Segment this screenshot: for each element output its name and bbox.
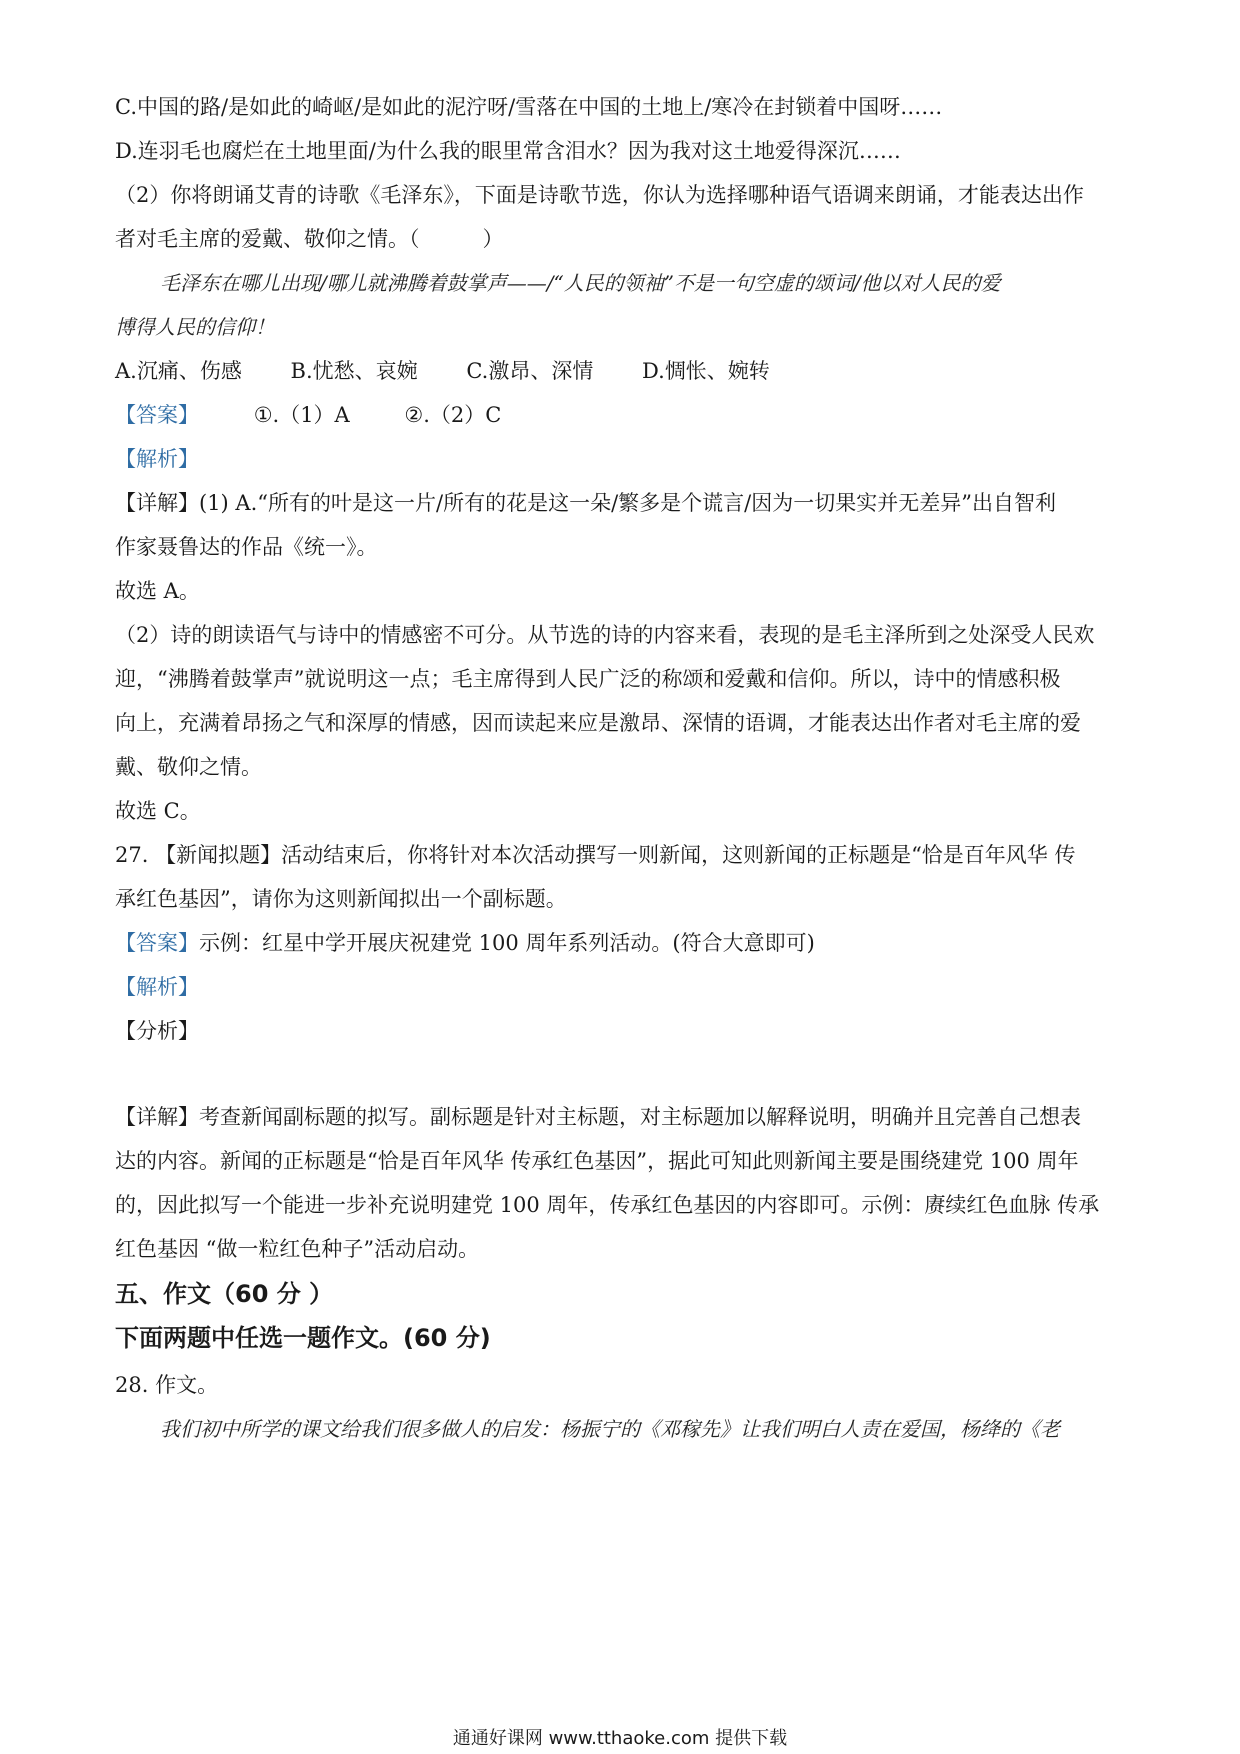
answer-item-2: ②.（2）C bbox=[404, 403, 502, 427]
answer-1-row bbox=[115, 400, 1135, 430]
option-a: A.沉痛、伤感 bbox=[115, 359, 242, 383]
section-5-title: 五、作文（60 分 ） bbox=[115, 1280, 334, 1308]
detail-tag: 【详解】 bbox=[115, 491, 199, 515]
option-c-line: C.中国的路/是如此的崎岖/是如此的泥泞呀/雪落在中国的土地上/寒冷在封锁着中国呀…… bbox=[115, 95, 943, 119]
fenxi-tag: 【分析】 bbox=[115, 1019, 199, 1043]
detail-3-line-2: 达的内容。新闻的正标题是“恰是百年风华 传承红色基因”，据此可知此则新闻主要是围绕建党 100 周年 bbox=[115, 1149, 1079, 1173]
detail-1-line-2: 作家聂鲁达的作品《统一》。 bbox=[115, 535, 378, 559]
detail-1-text: (1) A.“所有的叶是这一片/所有的花是这一朵/繁多是个谎言/因为一切果实并无差异”出自智利 bbox=[199, 491, 1056, 515]
detail-2-line-1: （2）诗的朗读语气与诗中的情感密不可分。从节选的诗的内容来看，表现的是毛主泽所到之处深受人民欢 bbox=[115, 623, 1095, 647]
detail-3-line-1 bbox=[115, 1102, 1135, 1132]
choose-c-line: 故选 C。 bbox=[115, 799, 201, 823]
answer-2-line bbox=[115, 928, 1135, 958]
answer-tag: 【答案】 bbox=[115, 931, 199, 955]
option-d-line: D.连羽毛也腐烂在土地里面/为什么我的眼里常含泪水？因为我对这土地爱得深沉…… bbox=[115, 139, 901, 163]
detail-2-line-3: 向上，充满着昂扬之气和深厚的情感，因而读起来应是激昂、深情的语调，才能表达出作者对毛主席的爱 bbox=[115, 711, 1081, 735]
detail-3-text: 考查新闻副标题的拟写。副标题是针对主标题，对主标题加以解释说明，明确并且完善自己想表 bbox=[199, 1105, 1081, 1129]
option-b: B.忧愁、哀婉 bbox=[290, 359, 418, 383]
detail-3-line-4: 红色基因 “做一粒红色种子”活动启动。 bbox=[115, 1237, 480, 1261]
detail-2-line-4: 戴、敬仰之情。 bbox=[115, 755, 262, 779]
question-27-line-2: 承红色基因”，请你为这则新闻拟出一个副标题。 bbox=[115, 887, 567, 911]
question-2-options bbox=[115, 356, 1135, 386]
choose-a-line: 故选 A。 bbox=[115, 579, 200, 603]
detail-tag: 【详解】 bbox=[115, 1105, 199, 1129]
question-27-line-1: 27. 【新闻拟题】活动结束后，你将针对本次活动撰写一则新闻，这则新闻的正标题是“恰是百年风华 传 bbox=[115, 843, 1076, 867]
option-c: C.激昂、深情 bbox=[466, 359, 594, 383]
answer-item-1: ①.（1）A bbox=[253, 403, 350, 427]
poem-excerpt-line-1: 毛泽东在哪儿出现/哪儿就沸腾着鼓掌声——/“人民的领袖”不是一句空虚的颂词/他以对人民的爱 bbox=[160, 271, 1001, 295]
detail-1-line-1 bbox=[115, 488, 1135, 518]
option-d: D.惆怅、婉转 bbox=[642, 359, 770, 383]
footer-source: 通通好课网 www.tthaoke.com 提供下载 bbox=[452, 1728, 788, 1749]
question-2-line-2: 者对毛主席的爱戴、敬仰之情。（ ） bbox=[115, 227, 504, 251]
analysis-tag-1: 【解析】 bbox=[115, 447, 199, 471]
question-2-line-1: （2）你将朗诵艾青的诗歌《毛泽东》，下面是诗歌节选，你认为选择哪种语气语调来朗诵，才能表达出作 bbox=[115, 183, 1084, 207]
detail-2-line-2: 迎，“沸腾着鼓掌声”就说明这一点；毛主席得到人民广泛的称颂和爱戴和信仰。所以，诗中的情感积极 bbox=[115, 667, 1061, 691]
section-5-subtitle: 下面两题中任选一题作文。(60 分) bbox=[115, 1324, 491, 1352]
detail-3-line-3: 的，因此拟写一个能进一步补充说明建党 100 周年，传承红色基因的内容即可。示例：赓续红色血脉 传承 bbox=[115, 1193, 1100, 1217]
poem-excerpt-line-2: 博得人民的信仰！ bbox=[115, 315, 275, 339]
analysis-tag-2: 【解析】 bbox=[115, 975, 199, 999]
answer-tag: 【答案】 bbox=[115, 403, 199, 427]
question-28-line-1: 我们初中所学的课文给我们很多做人的启发：杨振宁的《邓稼先》让我们明白人责在爱国，杨绛的《老 bbox=[160, 1417, 1060, 1441]
question-28-label: 28. 作文。 bbox=[115, 1373, 219, 1397]
answer-2-text: 示例：红星中学开展庆祝建党 100 周年系列活动。(符合大意即可) bbox=[199, 931, 815, 955]
